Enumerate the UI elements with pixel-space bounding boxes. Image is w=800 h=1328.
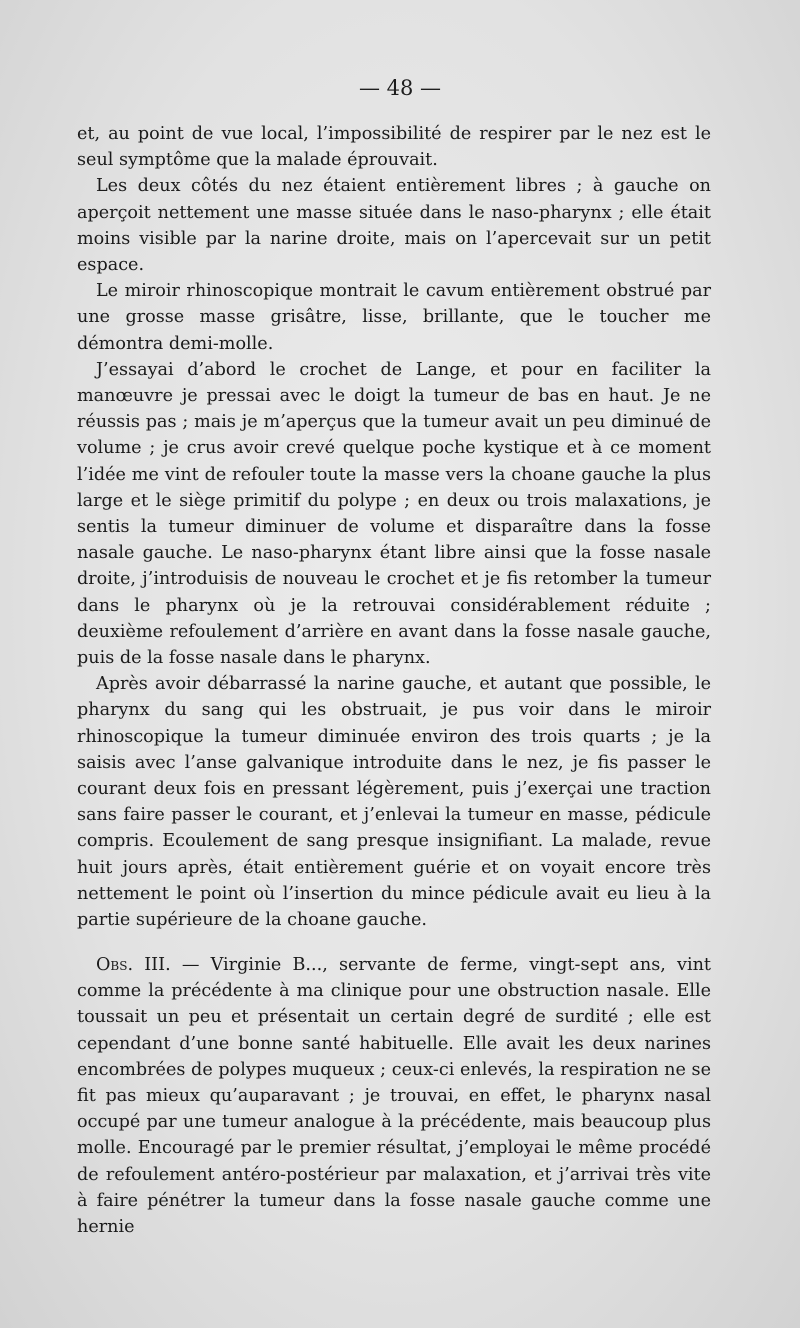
paragraph-rhinoscopic-mirror: Le miroir rhinoscopique montrait le cavum entièrement obstrué par une grosse masse grisâtre, lisse, brillante, que le toucher me démontra demi-molle. [77,281,711,354]
paragraph-continuation: et, au point de vue local, l’impossibilité de respirer par le nez est le seul symptôme que la malade éprouvait. [77,124,711,171]
paragraph-lange-hook: J’essayai d’abord le crochet de Lange, et pour en faciliter la manœuvre je pressai avec le doigt la tumeur de bas en haut. Je ne réussis pas ; mais je m’aperçus que la tumeur avait un peu diminué de volume ; je crus avoir crevé quelque poche kystique et à ce moment l’idée me vint de refouler toute la masse vers la choane gauche la plus large et le siège primitif du polype ; en deux ou trois malaxations, je sentis la tumeur diminuer de volume et disparaître dans la fosse nasale gauche. Le naso-pharynx étant libre ainsi que la fosse nasale droite, j’introduisis de nouveau le crochet et je fis retomber la tumeur dans le pharynx où je la retrouvai considérablement réduite ; deuxième refoulement d’arrière en avant dans la fosse nasale gauche, puis de la fosse nasale dans le pharynx. [77,359,711,669]
paragraph-obs-3 [77,952,711,1240]
page-number: — 48 — [358,76,442,100]
paragraph-galvanic-loop: Après avoir débarrassé la narine gauche, et autant que possible, le pharynx du sang qui les obstruait, je pus voir dans le miroir rhinoscopique la tumeur diminuée environ des trois quarts ; je la saisis avec l’anse galvanique introduite dans le nez, je fis passer le courant deux fois en pressant légèrement, puis j’exerçai une traction sans faire passer le courant, et j’enlevai la tumeur en masse, pédicule compris. Ecoulement de sang presque insignifiant. La malade, revue huit jours après, était entièrement guérie et on voyait encore très nettement le point où l’insertion du mince pédicule avait eu lieu à la partie supérieure de la choane gauche. [77,674,711,931]
observation-text: — Virginie B..., servante de ferme, vingt-sept ans, vint comme la précédente à ma clinique pour une obstruction nasale. Elle toussait un peu et présentait un certain degré de surdité ; elle est cependant d’une bonne santé habituelle. Elle avait les deux narines encombrées de polypes muqueux ; ceux-ci enlevés, la respiration ne se fit pas mieux qu’auparavant ; je trouvai, en effet, le pharynx nasal occupé par une tumeur analogue à la précédente, mais beaucoup plus molle. Encouragé par le premier résultat, j’employai le même procédé de refoulement antéro-postérieur par malaxation, et j’arrivai très vite à faire pénétrer la tumeur dans la fosse nasale gauche comme une hernie [77,955,711,1238]
text-section-obs-3 [77,952,711,1240]
observation-label: Obs. III. [96,955,171,975]
text-section-1 [77,121,711,933]
paragraph-nose-sides: Les deux côtés du nez étaient entièrement libres ; à gauche on aperçoit nettement une masse située dans le naso-pharynx ; elle était moins visible par la narine droite, mais on l’apercevait sur un petit espace. [77,176,711,276]
